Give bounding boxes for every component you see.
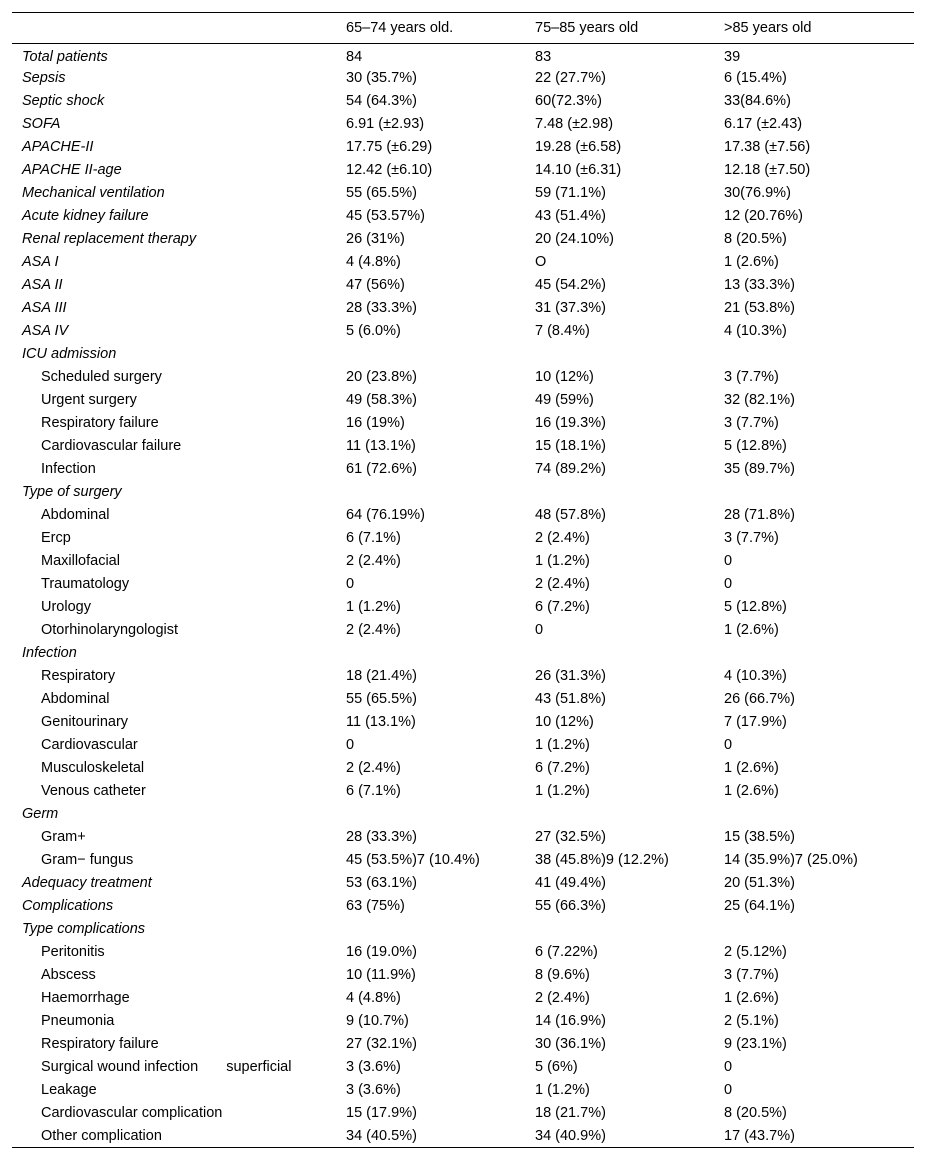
table-row: [12, 849, 914, 872]
section-label: Germ: [22, 806, 59, 822]
value-75-85: 31 (37.3%): [535, 300, 606, 316]
row-label: ASA III: [22, 300, 67, 316]
value-75-85: 48 (57.8%): [535, 507, 606, 523]
table-row: [12, 90, 914, 113]
value-75-85: 22 (27.7%): [535, 70, 606, 86]
table-row: [12, 918, 914, 941]
table-row: [12, 205, 914, 228]
section-label: ICU admission: [22, 346, 117, 362]
row-label: Peritonitis: [41, 944, 105, 960]
table-body: [12, 44, 914, 1148]
value-65-74: 17.75 (±6.29): [346, 139, 433, 155]
value-75-85: 19.28 (±6.58): [535, 139, 622, 155]
value-65-74: 28 (33.3%): [346, 829, 417, 845]
row-label: Ercp: [41, 530, 71, 546]
value-65-74: 12.42 (±6.10): [346, 162, 433, 178]
value-over-85: 30(76.9%): [724, 185, 791, 201]
value-75-85: 43 (51.4%): [535, 208, 606, 224]
table-row: [12, 343, 914, 366]
value-over-85: 1 (2.6%): [724, 622, 779, 638]
table-row: [12, 1010, 914, 1033]
row-label: Mechanical ventilation: [22, 185, 165, 201]
value-75-85: 30 (36.1%): [535, 1036, 606, 1052]
header-cell-65-74: 65–74 years old.: [346, 13, 535, 44]
value-75-85: 38 (45.8%)9 (12.2%): [535, 852, 669, 868]
row-label: Gram+: [41, 829, 86, 845]
value-75-85: 7 (8.4%): [535, 323, 590, 339]
table-row: [12, 1102, 914, 1125]
value-65-74: 84: [346, 48, 363, 65]
value-75-85: 45 (54.2%): [535, 277, 606, 293]
table-row: [12, 481, 914, 504]
value-65-74: 2 (2.4%): [346, 553, 401, 569]
value-65-74: 54 (64.3%): [346, 93, 417, 109]
value-65-74: [346, 343, 535, 366]
value-65-74: 4 (4.8%): [346, 254, 401, 270]
value-65-74: 45 (53.57%): [346, 208, 425, 224]
value-75-85: 14.10 (±6.31): [535, 162, 622, 178]
value-75-85: 1 (1.2%): [535, 737, 590, 753]
value-65-74: 18 (21.4%): [346, 668, 417, 684]
value-75-85: 1 (1.2%): [535, 553, 590, 569]
row-label: Scheduled surgery: [41, 369, 162, 385]
value-65-74: 2 (2.4%): [346, 760, 401, 776]
row-label: Genitourinary: [41, 714, 129, 730]
value-75-85: 20 (24.10%): [535, 231, 614, 247]
table-row: [12, 688, 914, 711]
value-over-85: [724, 481, 914, 504]
table-row: [12, 1125, 914, 1148]
value-75-85: O: [535, 254, 547, 270]
value-over-85: 4 (10.3%): [724, 668, 787, 684]
row-label: Urology: [41, 599, 91, 615]
table-row: [12, 435, 914, 458]
value-over-85: 14 (35.9%)7 (25.0%): [724, 852, 858, 868]
value-65-74: 1 (1.2%): [346, 599, 401, 615]
row-label: Traumatology: [41, 576, 130, 592]
value-over-85: 15 (38.5%): [724, 829, 795, 845]
value-75-85: 55 (66.3%): [535, 898, 606, 914]
row-label: Abdominal: [41, 691, 110, 707]
row-label: Adequacy treatment: [22, 875, 152, 891]
value-65-74: 45 (53.5%)7 (10.4%): [346, 852, 480, 868]
row-label: Leakage: [41, 1082, 97, 1098]
value-65-74: [346, 642, 535, 665]
value-over-85: 33(84.6%): [724, 93, 791, 109]
table-row: [12, 182, 914, 205]
table-row: [12, 711, 914, 734]
row-label: Cardiovascular: [41, 737, 138, 753]
row-label: Other complication: [12, 1125, 346, 1148]
value-65-74: 34 (40.5%): [346, 1125, 535, 1148]
value-over-85: 20 (51.3%): [724, 875, 795, 891]
table-row: [12, 389, 914, 412]
value-65-74: 0: [346, 737, 355, 753]
table-row: [12, 964, 914, 987]
table-row: [12, 596, 914, 619]
table-row: [12, 504, 914, 527]
table-row: [12, 941, 914, 964]
table-row: [12, 67, 914, 90]
value-65-74: 11 (13.1%): [346, 438, 416, 454]
value-over-85: 3 (7.7%): [724, 967, 779, 983]
value-over-85: 7 (17.9%): [724, 714, 787, 730]
row-label: Gram− fungus: [41, 852, 134, 868]
row-label: Urgent surgery: [41, 392, 137, 408]
section-label: Type of surgery: [22, 484, 122, 500]
value-65-74: 64 (76.19%): [346, 507, 425, 523]
value-65-74: 28 (33.3%): [346, 300, 417, 316]
value-over-85: 28 (71.8%): [724, 507, 795, 523]
value-over-85: 5 (12.8%): [724, 599, 787, 615]
value-65-74: 3 (3.6%): [346, 1082, 401, 1098]
table-row: [12, 251, 914, 274]
row-label: Respiratory failure: [41, 1036, 159, 1052]
value-over-85: 26 (66.7%): [724, 691, 795, 707]
table-row: [12, 320, 914, 343]
value-over-85: 13 (33.3%): [724, 277, 795, 293]
value-75-85: 6 (7.22%): [535, 944, 598, 960]
value-75-85: 74 (89.2%): [535, 461, 606, 477]
row-label: Infection: [41, 461, 96, 477]
row-label: Otorhinolaryngologist: [41, 622, 179, 638]
value-75-85: 2 (2.4%): [535, 576, 590, 592]
value-over-85: 0: [724, 576, 733, 592]
value-65-74: 20 (23.8%): [346, 369, 417, 385]
row-label: Pneumonia: [41, 1013, 115, 1029]
table-row: [12, 734, 914, 757]
row-label: SOFA: [22, 116, 61, 132]
table-row: [12, 366, 914, 389]
value-65-74: 55 (65.5%): [346, 185, 417, 201]
value-over-85: 4 (10.3%): [724, 323, 787, 339]
value-65-74: 16 (19%): [346, 415, 405, 431]
header-cell-label: [12, 13, 346, 44]
row-label: APACHE-II: [22, 139, 94, 155]
table-row: [12, 619, 914, 642]
row-label: ASA I: [22, 254, 59, 270]
value-75-85: 16 (19.3%): [535, 415, 606, 431]
value-over-85: 9 (23.1%): [724, 1036, 787, 1052]
table-row: [12, 297, 914, 320]
table-row: [12, 550, 914, 573]
header-row: [12, 13, 914, 44]
value-over-85: [724, 918, 914, 941]
table-row: [12, 274, 914, 297]
value-over-85: 0: [724, 737, 733, 753]
value-75-85: 7.48 (±2.98): [535, 116, 614, 132]
value-75-85: [535, 642, 724, 665]
table-row: [12, 757, 914, 780]
value-over-85: 39: [724, 48, 741, 65]
value-over-85: 1 (2.6%): [724, 990, 779, 1006]
value-75-85: [535, 481, 724, 504]
value-over-85: 0: [724, 1059, 733, 1075]
row-label: ASA II: [22, 277, 63, 293]
value-65-74: [346, 481, 535, 504]
row-label: Cardiovascular failure: [41, 438, 182, 454]
row-label: Maxillofacial: [41, 553, 120, 569]
patient-characteristics-table: [12, 12, 914, 1148]
value-65-74: 61 (72.6%): [346, 461, 417, 477]
value-over-85: 3 (7.7%): [724, 369, 779, 385]
row-label: Total patients: [22, 48, 108, 65]
value-over-85: 1 (2.6%): [724, 254, 779, 270]
row-label: Cardiovascular complication: [41, 1105, 223, 1121]
value-75-85: [535, 803, 724, 826]
value-65-74: 55 (65.5%): [346, 691, 417, 707]
row-label: APACHE II-age: [22, 162, 122, 178]
value-65-74: 15 (17.9%): [346, 1105, 417, 1121]
value-65-74: 4 (4.8%): [346, 990, 401, 1006]
value-65-74: 63 (75%): [346, 898, 405, 914]
value-75-85: 5 (6%): [535, 1059, 578, 1075]
row-label: Septic shock: [22, 93, 105, 109]
value-65-74: 53 (63.1%): [346, 875, 417, 891]
value-75-85: 14 (16.9%): [535, 1013, 606, 1029]
value-65-74: [346, 918, 535, 941]
value-75-85: 6 (7.2%): [535, 599, 590, 615]
value-over-85: 3 (7.7%): [724, 415, 779, 431]
value-over-85: 1 (2.6%): [724, 783, 779, 799]
value-65-74: 16 (19.0%): [346, 944, 417, 960]
value-65-74: 6.91 (±2.93): [346, 116, 425, 132]
value-over-85: 17.38 (±7.56): [724, 139, 811, 155]
row-label: Abdominal: [41, 507, 110, 523]
value-75-85: 10 (12%): [535, 369, 594, 385]
value-75-85: 15 (18.1%): [535, 438, 606, 454]
value-65-74: 9 (10.7%): [346, 1013, 409, 1029]
table-row: [12, 780, 914, 803]
value-65-74: 10 (11.9%): [346, 967, 416, 983]
value-75-85: 26 (31.3%): [535, 668, 606, 684]
value-over-85: 0: [724, 1082, 733, 1098]
value-65-74: 30 (35.7%): [346, 70, 417, 86]
table-row: [12, 527, 914, 550]
row-label-qualifier: superficial: [226, 1059, 292, 1075]
table-row: [12, 1079, 914, 1102]
value-75-85: 59 (71.1%): [535, 185, 606, 201]
value-75-85: 34 (40.9%): [535, 1125, 724, 1148]
value-75-85: 83: [535, 48, 552, 65]
value-75-85: 10 (12%): [535, 714, 594, 730]
table-row: [12, 803, 914, 826]
value-over-85: 8 (20.5%): [724, 1105, 787, 1121]
value-65-74: 11 (13.1%): [346, 714, 416, 730]
row-label: [12, 1056, 346, 1079]
row-label: Acute kidney failure: [22, 208, 149, 224]
value-65-74: 6 (7.1%): [346, 783, 401, 799]
value-over-85: 0: [724, 553, 733, 569]
table-row: [12, 136, 914, 159]
value-75-85: [535, 343, 724, 366]
row-label: Complications: [22, 898, 114, 914]
row-label: Renal replacement therapy: [22, 231, 197, 247]
row-label: Respiratory failure: [41, 415, 159, 431]
value-over-85: 12.18 (±7.50): [724, 162, 811, 178]
value-over-85: 1 (2.6%): [724, 760, 779, 776]
value-65-74: 5 (6.0%): [346, 323, 401, 339]
value-65-74: 27 (32.1%): [346, 1036, 417, 1052]
table-row: [12, 1033, 914, 1056]
value-75-85: 41 (49.4%): [535, 875, 606, 891]
value-65-74: 2 (2.4%): [346, 622, 401, 638]
value-75-85: 60(72.3%): [535, 93, 602, 109]
table-row: [12, 159, 914, 182]
value-over-85: 6.17 (±2.43): [724, 116, 803, 132]
value-65-74: 49 (58.3%): [346, 392, 417, 408]
value-over-85: 2 (5.12%): [724, 944, 787, 960]
section-label: Type complications: [22, 921, 146, 937]
section-label: Infection: [22, 645, 77, 661]
table-row: [12, 458, 914, 481]
value-over-85: 12 (20.76%): [724, 208, 803, 224]
header-cell-over-85: >85 years old: [724, 13, 914, 44]
value-65-74: 0: [346, 576, 355, 592]
table-row: [12, 987, 914, 1010]
value-75-85: 1 (1.2%): [535, 783, 590, 799]
row-label: Haemorrhage: [41, 990, 130, 1006]
table-row: [12, 895, 914, 918]
value-over-85: 35 (89.7%): [724, 461, 795, 477]
value-over-85: 32 (82.1%): [724, 392, 795, 408]
value-75-85: 2 (2.4%): [535, 990, 590, 1006]
value-over-85: [724, 343, 914, 366]
value-over-85: 6 (15.4%): [724, 70, 787, 86]
value-75-85: 18 (21.7%): [535, 1105, 606, 1121]
row-label: Musculoskeletal: [41, 760, 145, 776]
value-over-85: 3 (7.7%): [724, 530, 779, 546]
table-row: [12, 642, 914, 665]
value-over-85: 2 (5.1%): [724, 1013, 779, 1029]
value-75-85: 1 (1.2%): [535, 1082, 590, 1098]
row-label: Respiratory: [41, 668, 116, 684]
table-row: [12, 113, 914, 136]
table-header: [12, 13, 914, 44]
table-row: [12, 44, 914, 67]
value-over-85: [724, 803, 914, 826]
value-75-85: [535, 918, 724, 941]
row-label: Sepsis: [22, 70, 66, 86]
value-65-74: 6 (7.1%): [346, 530, 401, 546]
value-65-74: [346, 803, 535, 826]
row-label-text: Surgical wound infection: [41, 1059, 199, 1075]
row-label: Venous catheter: [41, 783, 146, 799]
value-75-85: 8 (9.6%): [535, 967, 590, 983]
value-over-85: 5 (12.8%): [724, 438, 787, 454]
value-over-85: [724, 642, 914, 665]
table-row: [12, 872, 914, 895]
table-row: [12, 665, 914, 688]
table-row: [12, 412, 914, 435]
row-label: Abscess: [41, 967, 96, 983]
value-75-85: 6 (7.2%): [535, 760, 590, 776]
value-65-74: 26 (31%): [346, 231, 405, 247]
value-75-85: 0: [535, 622, 544, 638]
table-row: [12, 826, 914, 849]
value-over-85: 17 (43.7%): [724, 1125, 914, 1148]
table-row: [12, 228, 914, 251]
value-over-85: 8 (20.5%): [724, 231, 787, 247]
value-75-85: 43 (51.8%): [535, 691, 606, 707]
table-container: [12, 12, 914, 1148]
value-75-85: 27 (32.5%): [535, 829, 606, 845]
header-cell-75-85: 75–85 years old: [535, 13, 724, 44]
value-65-74: 47 (56%): [346, 277, 405, 293]
value-75-85: 49 (59%): [535, 392, 594, 408]
table-row: [12, 1056, 914, 1079]
value-65-74: 3 (3.6%): [346, 1059, 401, 1075]
row-label: ASA IV: [22, 323, 69, 339]
value-75-85: 2 (2.4%): [535, 530, 590, 546]
value-over-85: 21 (53.8%): [724, 300, 795, 316]
value-over-85: 25 (64.1%): [724, 898, 795, 914]
table-row: [12, 573, 914, 596]
